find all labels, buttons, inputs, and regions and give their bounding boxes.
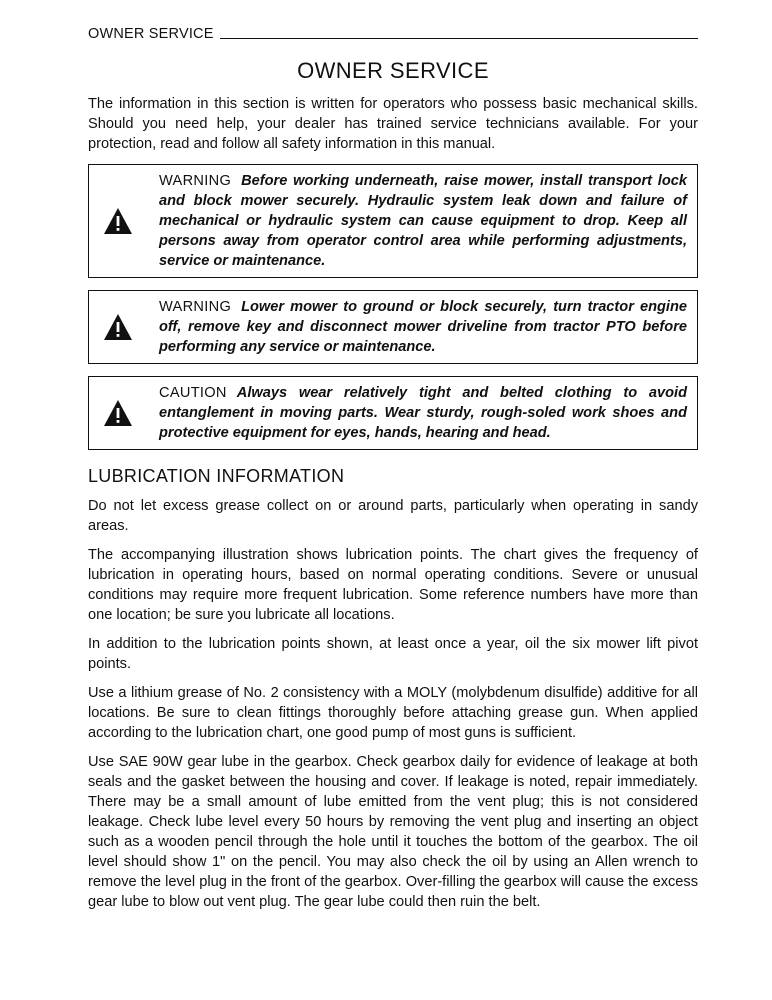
- notice-message: Lower mower to ground or block securely, turn tractor engine off, remove key and disconnect mower driveline from tractor PTO before performing any service or maintenance.: [159, 299, 687, 355]
- running-header-rule: [220, 38, 698, 39]
- warning-triangle-icon: [103, 399, 133, 427]
- notice-label: WARNING: [159, 299, 232, 315]
- notice-message: Before working underneath, raise mower, install transport lock and block mower securely. Hydraulic system leak down and failure of mechanical or hydraulic system can cause equipment to drop. Keep all persons away from operator control area while performing adjustments, service or maintenance.: [159, 173, 687, 269]
- notice-label: WARNING: [159, 173, 232, 189]
- running-header-title: OWNER SERVICE: [88, 26, 214, 42]
- page-title: OWNER SERVICE: [297, 58, 489, 83]
- document-page: [88, 22, 698, 921]
- warning-triangle-icon: [103, 207, 133, 235]
- notice-message: Always wear relatively tight and belted clothing to avoid entanglement in moving parts. Wear sturdy, rough-soled work shoes and protective equipment for eyes, hands, hearing and head.: [159, 385, 687, 441]
- notice-text: [159, 171, 687, 271]
- lubrication-heading: LUBRICATION INFORMATION: [88, 466, 345, 486]
- lubrication-paragraph: Use a lithium grease of No. 2 consistency with a MOLY (molybdenum disulfide) additive for all locations. Be sure to clean fittings thoroughly before attaching grease gun. When applied according to the lubrication chart, one good pump of most guns is sufficient.: [88, 685, 698, 741]
- lubrication-paragraph: In addition to the lubrication points shown, at least once a year, oil the six mower lift pivot points.: [88, 636, 698, 672]
- lubrication-paragraph: Use SAE 90W gear lube in the gearbox. Check gearbox daily for evidence of leakage at both seals and the gasket between the housing and cover. If leakage is noted, repair immediately. There may be a small amount of lube emitted from the vent plug; this is not considered leakage. Check lube level every 50 hours by removing the vent plug and inserting an object such as a wooden pencil through the hole until it touches the bottom of the gearbox. The oil level should show 1" on the pencil. You may also check the oil by using an Allen wrench to remove the level plug in the front of the gearbox. Over-filling the gearbox will cause the excess gear lube to blow out vent plug. The gear lube could then ruin the belt.: [88, 754, 698, 910]
- warning-triangle-icon: [103, 313, 133, 341]
- warning-box-lower-mower: [88, 290, 698, 364]
- running-header: [88, 22, 698, 42]
- intro-paragraph: The information in this section is written for operators who possess basic mechanical skills. Should you need help, your dealer has trained service technicians available. For your protection, read and follow all safety information in this manual.: [88, 96, 698, 152]
- notice-label: CAUTION: [159, 385, 227, 401]
- notice-text: [159, 297, 687, 357]
- lubrication-paragraph: Do not let excess grease collect on or around parts, particularly when operating in sandy areas.: [88, 498, 698, 534]
- warning-box-raise-mower: [88, 164, 698, 278]
- caution-box-clothing: [88, 376, 698, 450]
- notice-text: [159, 383, 687, 443]
- lubrication-paragraph: The accompanying illustration shows lubrication points. The chart gives the frequency of lubrication in operating hours, based on normal operating conditions. Severe or unusual conditions may require more frequent lubrication. Some reference numbers have more than one location; be sure you lubricate all locations.: [88, 547, 698, 623]
